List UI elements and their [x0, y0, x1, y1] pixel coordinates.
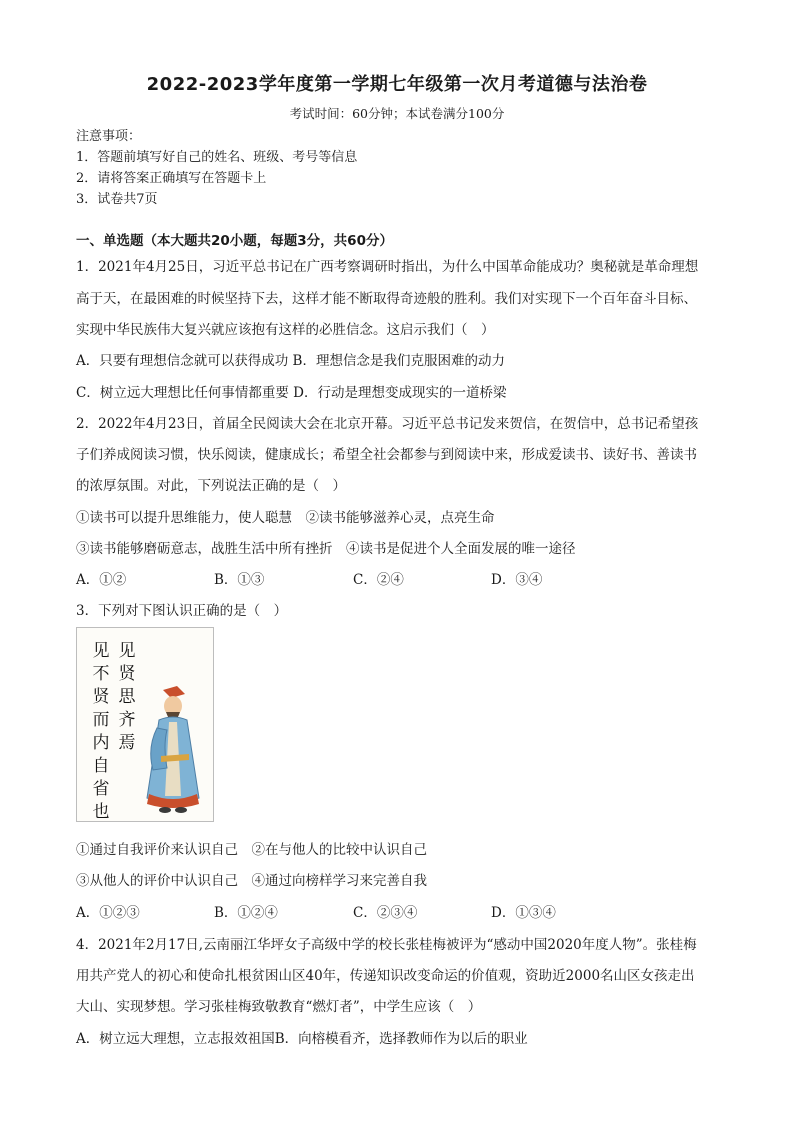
q2-choice-b: B．①③: [214, 572, 265, 588]
q3-choice-b: B．①②④: [214, 905, 278, 921]
q2-choice-a: A．①②: [76, 572, 127, 588]
notice-item: 2．请将答案正确填写在答题卡上: [76, 171, 267, 186]
figure-caption-left: 见不贤而内自省也: [92, 641, 110, 822]
confucius-illustration: [76, 627, 214, 822]
page-title: 2022-2023学年度第一学期七年级第一次月考道德与法治卷: [146, 74, 648, 95]
q4-stem-line: 大山、实现梦想。学习张桂梅致敬教育“燃灯者”，中学生应该（ ）: [76, 999, 482, 1015]
q2-choice-c: C．②④: [353, 572, 404, 588]
q3-statement-line: ①通过自我评价来认识自己 ②在与他人的比较中认识自己: [76, 842, 427, 858]
q1-stem-line: 高于天，在最困难的时候坚持下去，这样才能不断取得奇迹般的胜利。我们对实现下一个百年奋斗目标、: [76, 291, 697, 307]
q3-choice-c: C．②③④: [353, 905, 418, 921]
q2-stem-line: 2．2022年4月23日，首届全民阅读大会在北京开幕。习近平总书记发来贺信，在贺信中，总书记希望孩: [76, 416, 699, 432]
q2-choice-d: D．③④: [491, 572, 543, 588]
figure-caption-right: 见贤思齐焉: [118, 641, 136, 753]
section-heading: 一、单选题（本大题共20小题，每题3分，共60分）: [76, 233, 393, 249]
q3-statement-line: ③从他人的评价中认识自己 ④通过向榜样学习来完善自我: [76, 873, 427, 889]
q3-stem: 3．下列对下图认识正确的是（ ）: [76, 603, 288, 619]
q2-statement-line: ③读书能够磨砺意志，战胜生活中所有挫折 ④读书是促进个人全面发展的唯一途径: [76, 541, 576, 557]
q1-stem-line: 实现中华民族伟大复兴就应该抱有这样的必胜信念。这启示我们（ ）: [76, 322, 495, 338]
q1-stem-line: 1．2021年4月25日，习近平总书记在广西考察调研时指出，为什么中国革命能成功？奥秘就是革命理想: [76, 259, 699, 275]
q3-choice-d: D．①③④: [491, 905, 556, 921]
q2-statement-line: ①读书可以提升思维能力，使人聪慧 ②读书能够滋养心灵，点亮生命: [76, 510, 495, 526]
q4-stem-line: 用共产党人的初心和使命扎根贫困山区40年，传递知识改变命运的价值观，资助近2000名山区女孩走出: [76, 968, 695, 984]
q2-stem-line: 的浓厚氛围。对此，下列说法正确的是（ ）: [76, 478, 346, 494]
notice-item: 1．答题前填写好自己的姓名、班级、考号等信息: [76, 150, 358, 165]
q4-option-line: A．树立远大理想，立志报效祖国B．向榕模看齐，选择教师作为以后的职业: [76, 1031, 528, 1047]
q4-stem-line: 4．2021年2月17日,云南丽江华坪女子高级中学的校长张桂梅被评为“感动中国2020年度人物”。张桂梅: [76, 937, 697, 953]
q1-option-line: C．树立远大理想比任何事情都重要 D．行动是理想变成现实的一道桥梁: [76, 385, 507, 401]
exam-info: 考试时间：60分钟；本试卷满分100分: [289, 106, 505, 121]
notice-item: 3．试卷共7页: [76, 192, 158, 207]
confucius-figure-icon: [77, 628, 213, 821]
q1-option-line: A．只要有理想信念就可以获得成功 B．理想信念是我们克服困难的动力: [76, 353, 505, 369]
notice-heading: 注意事项：: [76, 129, 142, 144]
q3-choice-a: A．①②③: [76, 905, 140, 921]
q2-stem-line: 子们养成阅读习惯，快乐阅读，健康成长；希望全社会都参与到阅读中来，形成爱读书、读好书、善读书: [76, 447, 697, 463]
